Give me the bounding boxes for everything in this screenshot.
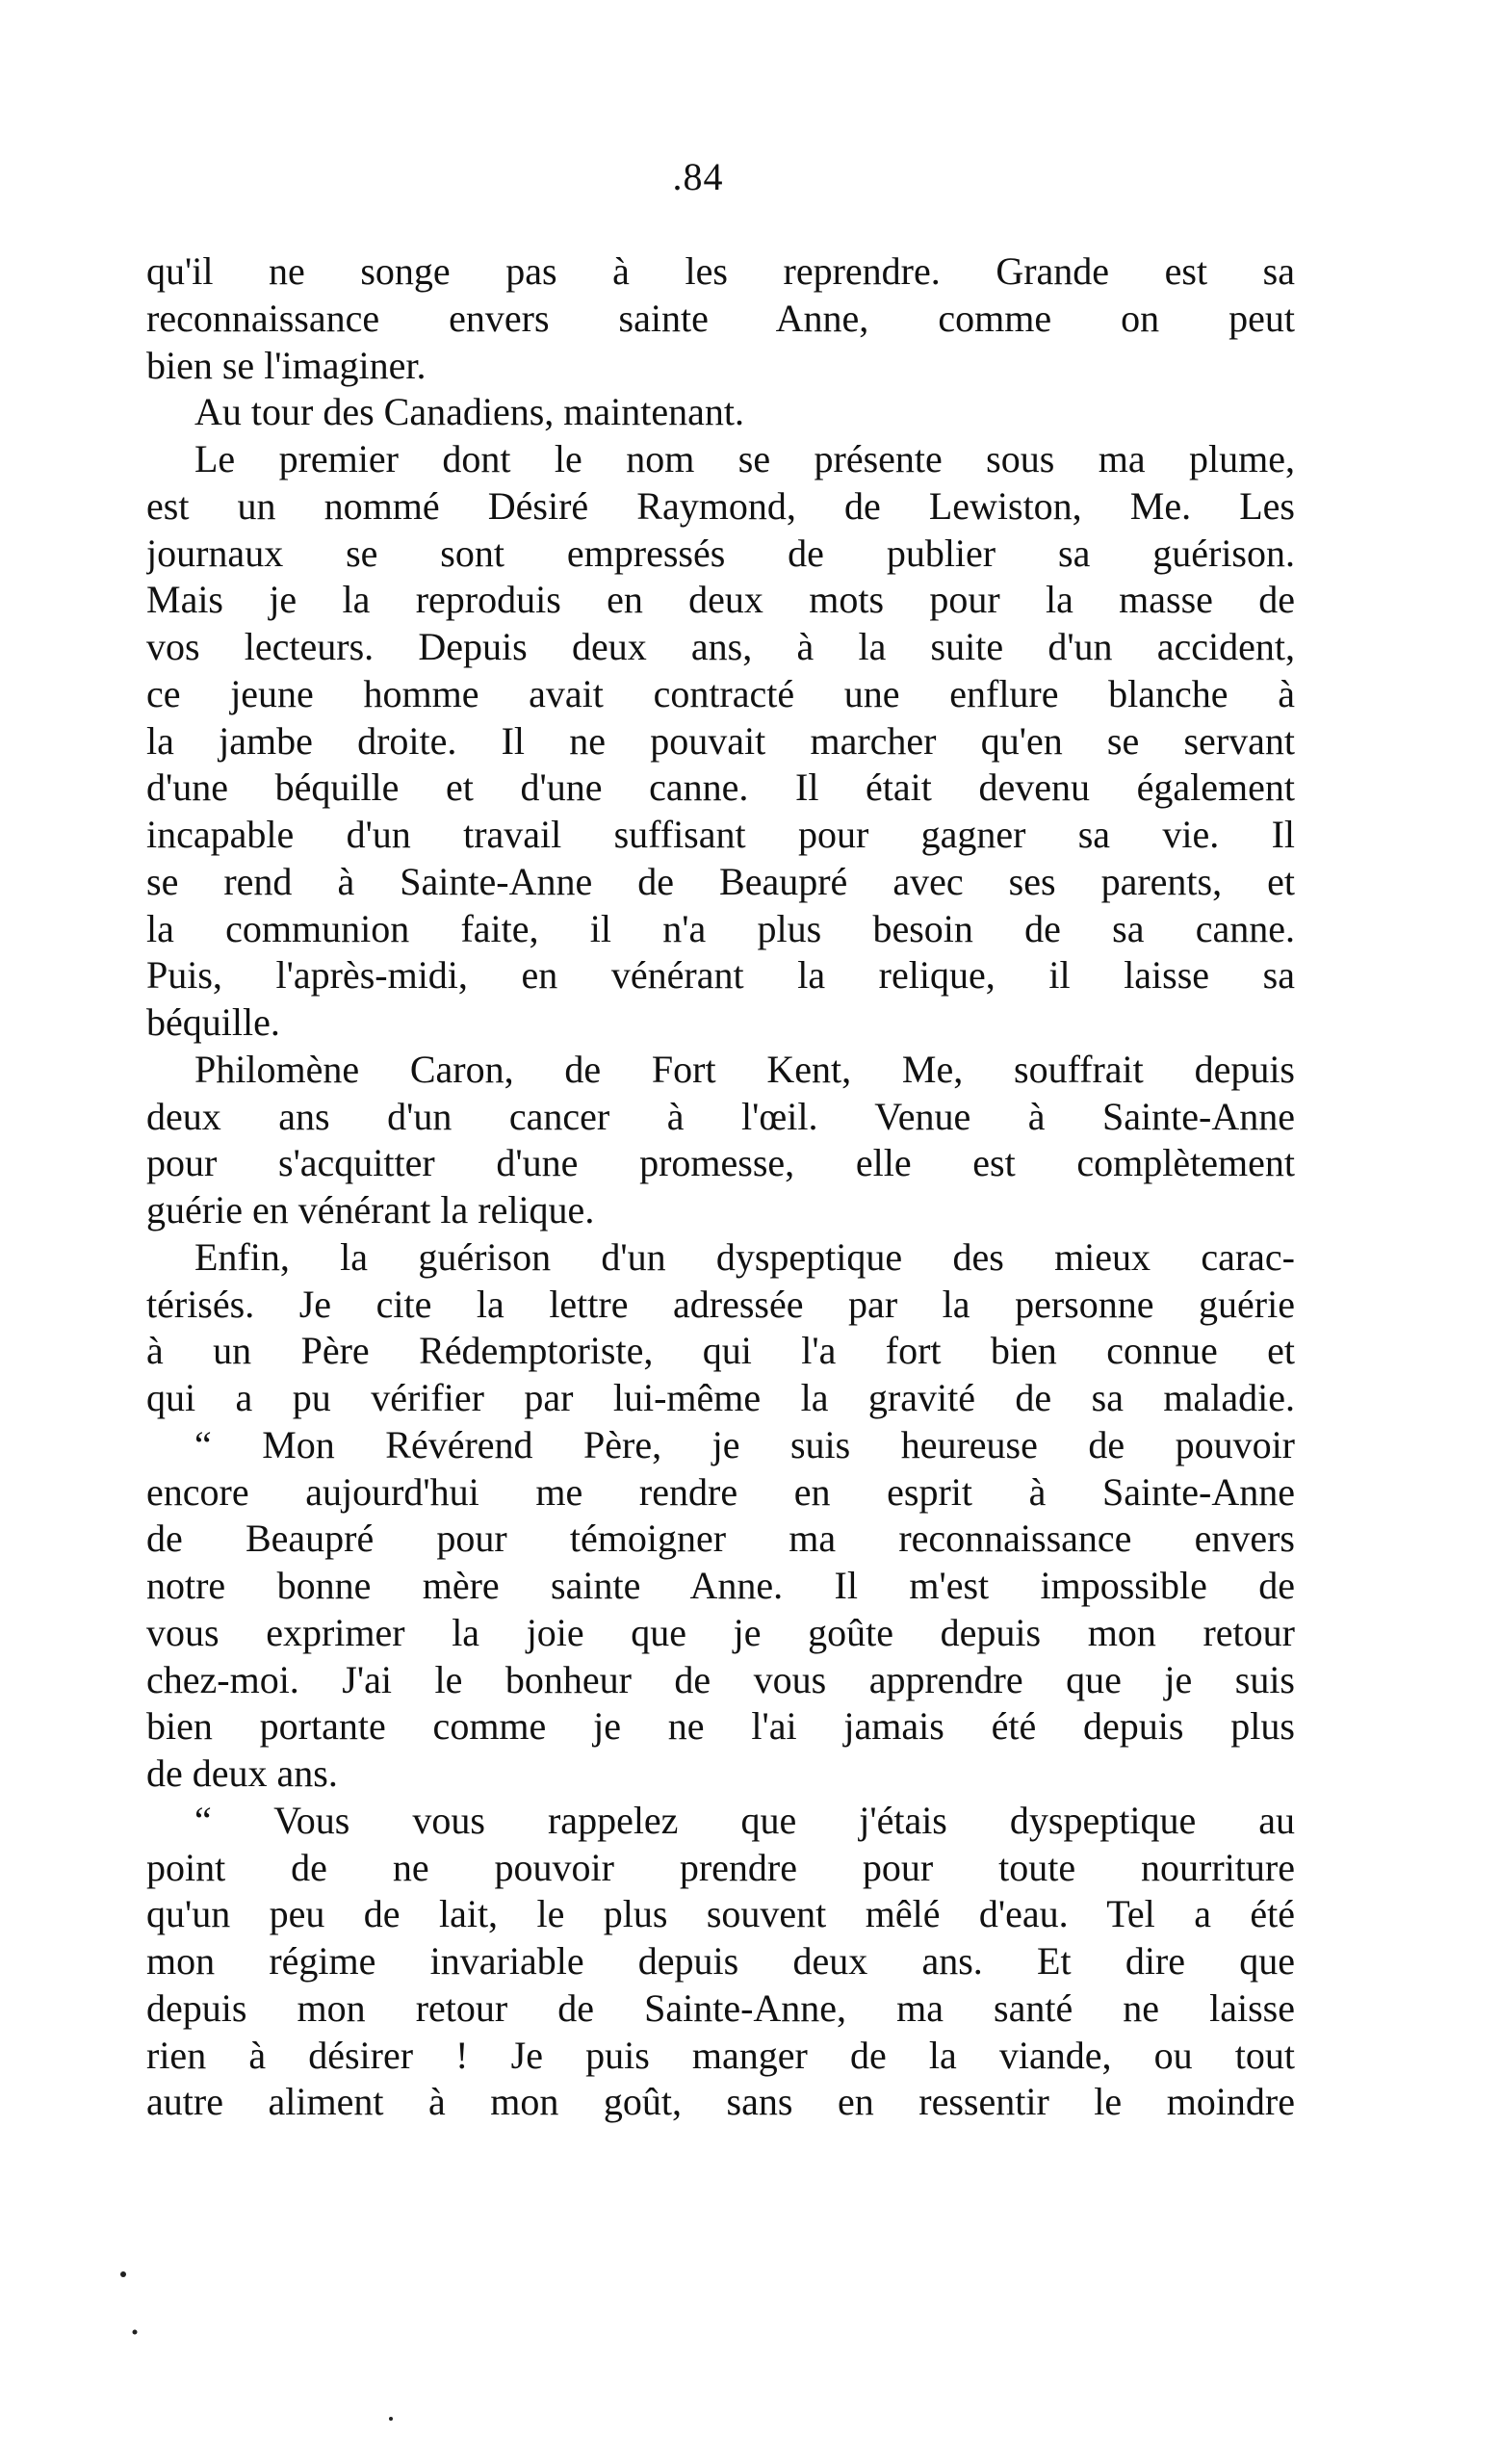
text-line: Mais je la reproduis en deux mots pour la masse de: [146, 578, 1295, 622]
text-line: d'une béquille et d'une canne. Il était devenu également: [146, 765, 1295, 810]
text-line: journaux se sont empressés de publier sa guérison.: [146, 531, 1295, 575]
ink-speck: [389, 2417, 393, 2421]
text-line: guérie en vénérant la relique.: [146, 1188, 595, 1232]
text-line: depuis mon retour de Sainte-Anne, ma santé ne laisse: [146, 1985, 1295, 2030]
text-line: deux ans d'un cancer à l'œil. Venue à Sainte-Anne: [146, 1094, 1295, 1138]
text-line: béquille.: [146, 1000, 280, 1044]
text-line: térisés. Je cite la lettre adressée par la personne guérie: [146, 1282, 1295, 1326]
text-line: mon régime invariable depuis deux ans. Et dire que: [146, 1939, 1295, 1983]
text-line: la communion faite, il n'a plus besoin de sa canne.: [146, 906, 1295, 950]
text-line: autre aliment à mon goût, sans en ressentir le moindre: [146, 2080, 1295, 2124]
text-line: pour s'acquitter d'une promesse, elle est complètement: [146, 1141, 1295, 1185]
text-line: reconnaissance envers sainte Anne, comme on peut: [146, 296, 1295, 340]
text-line: Philomène Caron, de Fort Kent, Me, souffrait depuis: [194, 1047, 1295, 1091]
text-line: vous exprimer la joie que je goûte depuis mon retour: [146, 1610, 1295, 1654]
text-line: notre bonne mère sainte Anne. Il m'est impossible de: [146, 1564, 1295, 1607]
text-line: bien portante comme je ne l'ai jamais été depuis plus: [146, 1704, 1295, 1749]
text-line: se rend à Sainte-Anne de Beaupré avec ses parents, et: [146, 859, 1295, 903]
text-line: chez-moi. J'ai le bonheur de vous apprendre que je suis: [146, 1657, 1295, 1701]
text-line: de deux ans.: [146, 1751, 338, 1795]
text-line: Au tour des Canadiens, maintenant.: [194, 390, 744, 434]
text-line: à un Père Rédemptoriste, qui l'a fort bien connue et: [146, 1329, 1295, 1373]
text-line: Puis, l'après-midi, en vénérant la relique, il laisse sa: [146, 953, 1295, 998]
body-text: [146, 248, 1295, 2126]
text-line: encore aujourd'hui me rendre en esprit à Sainte-Anne: [146, 1469, 1295, 1514]
text-line: la jambe droite. Il ne pouvait marcher qu'en se servant: [146, 718, 1295, 763]
text-line: bien se l'imaginer.: [146, 343, 427, 387]
ink-speck: [120, 2271, 126, 2277]
text-line: rien à désirer ! Je puis manger de la viande, ou tout: [146, 2033, 1295, 2077]
text-line: Le premier dont le nom se présente sous ma plume,: [194, 437, 1295, 480]
text-line: qui a pu vérifier par lui-même la gravité de sa maladie.: [146, 1376, 1295, 1419]
text-line: est un nommé Désiré Raymond, de Lewiston, Me. Les: [146, 483, 1295, 528]
text-line: “ Vous vous rappelez que j'étais dyspeptique au: [194, 1798, 1295, 1842]
text-line: ce jeune homme avait contracté une enflure blanche à: [146, 671, 1295, 715]
text-line: point de ne pouvoir prendre pour toute nourriture: [146, 1845, 1295, 1889]
text-line: qu'un peu de lait, le plus souvent mêlé d'eau. Tel a été: [146, 1892, 1295, 1936]
text-line: “ Mon Révérend Père, je suis heureuse de pouvoir: [194, 1422, 1295, 1466]
text-line: incapable d'un travail suffisant pour gagner sa vie. Il: [146, 813, 1295, 856]
text-line: de Beaupré pour témoigner ma reconnaissance envers: [146, 1517, 1295, 1561]
text-line: qu'il ne songe pas à les reprendre. Grande est sa: [146, 249, 1295, 293]
page-number: .84: [672, 155, 724, 198]
ink-speck: [133, 2330, 138, 2335]
text-line: vos lecteurs. Depuis deux ans, à la suite d'un accident,: [146, 625, 1295, 668]
text-line: Enfin, la guérison d'un dyspeptique des mieux carac-: [194, 1234, 1295, 1279]
